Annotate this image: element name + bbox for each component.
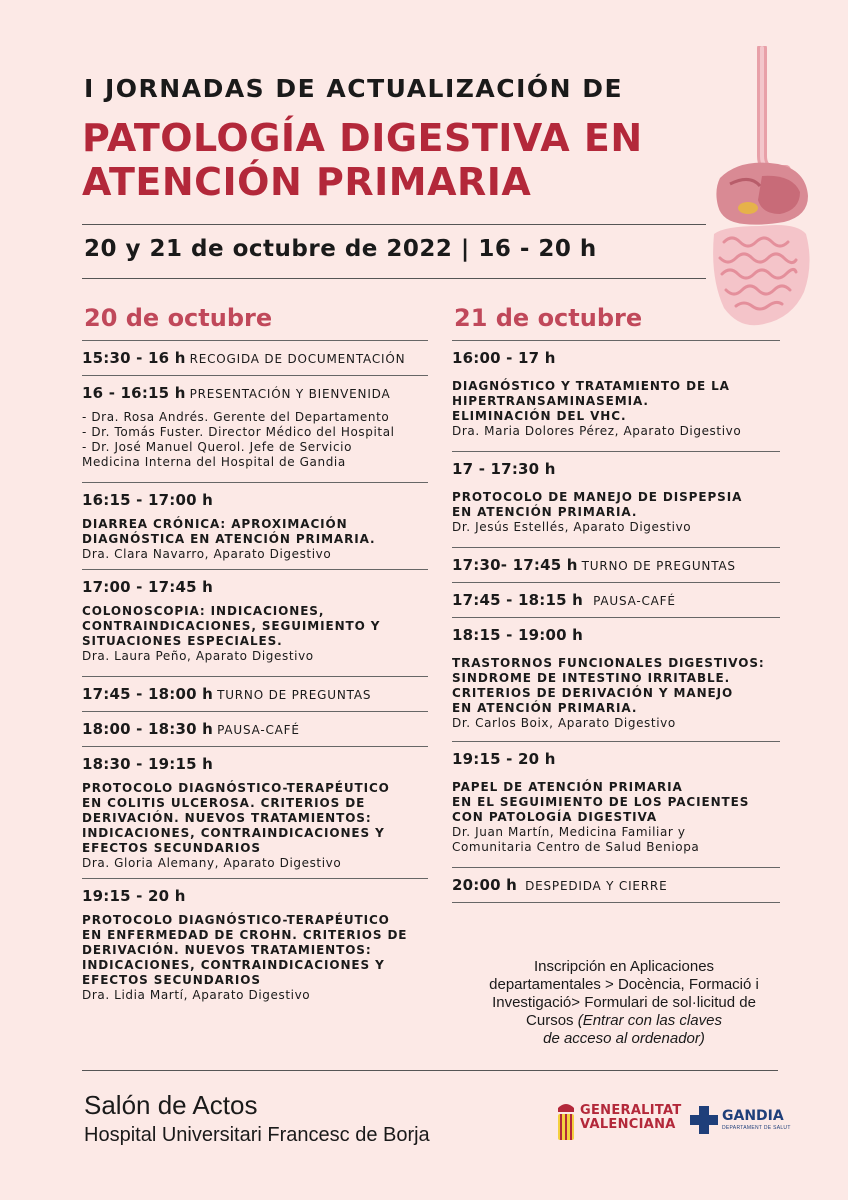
gandia-logo — [690, 1106, 791, 1139]
talk-speaker: Dra. Clara Navarro, Aparato Digestivo — [82, 547, 332, 561]
separator — [82, 569, 428, 570]
registration-info: Inscripción en Aplicaciones departamentales > Docència, Formació i Investigació> Formulari de sol·licitud de Cursos (Entrar con las claves de acceso al ordenador) — [489, 958, 759, 1047]
talk-speaker: Dra. Laura Peño, Aparato Digestivo — [82, 649, 314, 663]
schedule-item — [82, 578, 428, 664]
talk-speaker: Dr. Juan Martín, Medicina Familiar y — [452, 825, 686, 839]
event-title — [82, 116, 643, 204]
item-time: 20:00 h — [452, 876, 518, 894]
logo2-subtitle: DEPARTAMENT DE SALUT — [722, 1125, 791, 1131]
talk-speaker: Dr. Jesús Estellés, Aparato Digestivo — [452, 520, 692, 534]
separator — [452, 451, 780, 452]
digestive-system-icon — [700, 46, 820, 328]
schedule-item — [82, 720, 428, 739]
footer-rule — [82, 1070, 778, 1071]
talk-title: PROTOCOLO DE MANEJO DE DISPEPSIA EN ATENCIÓN PRIMARIA. — [452, 490, 743, 519]
item-inline: TURNO DE PREGUNTAS — [217, 688, 372, 702]
schedule-item — [452, 556, 780, 575]
item-time: 16:00 - 17 h — [452, 349, 556, 367]
talk-speaker: Comunitaria Centro de Salud Beniopa — [452, 840, 700, 854]
day1-heading: 20 de octubre — [84, 304, 273, 332]
item-time: 19:15 - 20 h — [452, 750, 556, 768]
title-line-2: ATENCIÓN PRIMARIA — [82, 160, 532, 204]
separator — [82, 482, 428, 483]
schedule-item — [452, 626, 780, 731]
item-time: 16 - 16:15 h — [82, 384, 186, 402]
schedule-item — [452, 349, 780, 439]
item-time: 19:15 - 20 h — [82, 887, 186, 905]
talk-title: TRASTORNOS FUNCIONALES DIGESTIVOS: SINDROME DE INTESTINO IRRITABLE. CRITERIOS DE DERIVACIÓN Y MANEJO EN ATENCIÓN PRIMARIA. — [452, 656, 765, 715]
item-time: 18:15 - 19:00 h — [452, 626, 584, 644]
event-dates: 20 y 21 de octubre de 2022 | 16 - 20 h — [84, 236, 597, 262]
separator — [452, 617, 780, 618]
separator — [452, 867, 780, 868]
note-line: - Dr. José Manuel Querol. Jefe de Servicio — [82, 440, 353, 454]
schedule-item — [82, 685, 428, 704]
talk-speaker: Dra. Maria Dolores Pérez, Aparato Digestivo — [452, 424, 742, 438]
schedule-item — [82, 349, 428, 368]
separator — [452, 902, 780, 903]
title-line-1: PATOLOGÍA DIGESTIVA EN — [82, 116, 643, 160]
talk-title: COLONOSCOPIA: INDICACIONES, CONTRAINDICACIONES, SEGUIMIENTO Y SITUACIONES ESPECIALES. — [82, 604, 381, 648]
separator — [452, 582, 780, 583]
day2-schedule — [452, 340, 780, 911]
separator — [452, 340, 780, 341]
item-time: 17:00 - 17:45 h — [82, 578, 214, 596]
day1-schedule — [82, 340, 428, 1003]
item-inline: PAUSA-CAFÉ — [217, 723, 300, 737]
day2-heading: 21 de octubre — [454, 304, 643, 332]
schedule-item — [82, 491, 428, 562]
separator — [82, 878, 428, 879]
talk-title: PROTOCOLO DIAGNÓSTICO-TERAPÉUTICO EN ENFERMEDAD DE CROHN. CRITERIOS DE DERIVACIÓN. NUEVOS TRATAMIENTOS: INDICACIONES, CONTRAINDICACIONES Y EFECTOS SECUNDARIOS — [82, 913, 408, 987]
talk-speaker: Dra. Gloria Alemany, Aparato Digestivo — [82, 856, 342, 870]
logo2-text: GANDIA — [722, 1108, 784, 1124]
event-kicker: I JORNADAS DE ACTUALIZACIÓN DE — [84, 74, 624, 103]
logo1-line2: VALENCIANA — [580, 1117, 676, 1132]
item-time: 15:30 - 16 h — [82, 349, 186, 367]
item-time: 17 - 17:30 h — [452, 460, 556, 478]
talk-title: DIARREA CRÓNICA: APROXIMACIÓN DIAGNÓSTICA EN ATENCIÓN PRIMARIA. — [82, 517, 376, 546]
item-time: 17:45 - 18:00 h — [82, 685, 214, 703]
separator — [82, 746, 428, 747]
schedule-item — [452, 460, 780, 535]
separator — [82, 375, 428, 376]
item-time: 17:45 - 18:15 h — [452, 591, 584, 609]
talk-speaker: Dr. Carlos Boix, Aparato Digestivo — [452, 716, 676, 730]
item-time: 18:00 - 18:30 h — [82, 720, 214, 738]
item-inline: DESPEDIDA Y CIERRE — [525, 879, 668, 893]
schedule-item — [452, 750, 780, 855]
separator — [452, 741, 780, 742]
separator — [452, 547, 780, 548]
generalitat-logo — [556, 1100, 682, 1149]
header-rule-top — [82, 224, 706, 225]
header-rule-bottom — [82, 278, 706, 279]
hospital-name: Hospital Universitari Francesc de Borja — [84, 1124, 430, 1146]
item-time: 17:30- 17:45 h — [452, 556, 578, 574]
schedule-item — [82, 755, 428, 871]
talk-title: DIAGNÓSTICO Y TRATAMIENTO DE LA HIPERTRANSAMINASEMIA. ELIMINACIÓN DEL VHC. — [452, 379, 730, 423]
separator — [82, 340, 428, 341]
logo1-line1: GENERALITAT — [580, 1103, 682, 1118]
item-inline: TURNO DE PREGUNTAS — [581, 559, 736, 573]
separator — [82, 711, 428, 712]
schedule-item — [82, 887, 428, 1003]
health-cross-icon — [690, 1106, 718, 1134]
generalitat-emblem-icon — [556, 1100, 576, 1144]
schedule-item — [452, 876, 780, 895]
welcome-speakers — [82, 410, 428, 470]
note-line: Medicina Interna del Hospital de Gandia — [82, 455, 346, 469]
note-line: - Dr. Tomás Fuster. Director Médico del Hospital — [82, 425, 395, 439]
note-line: - Dra. Rosa Andrés. Gerente del Departamento — [82, 410, 390, 424]
item-inline: PRESENTACIÓN Y BIENVENIDA — [189, 387, 391, 401]
separator — [82, 676, 428, 677]
item-time: 18:30 - 19:15 h — [82, 755, 214, 773]
talk-speaker: Dra. Lidia Martí, Aparato Digestivo — [82, 988, 311, 1002]
item-inline: RECOGIDA DE DOCUMENTACIÓN — [189, 352, 406, 366]
talk-title: PAPEL DE ATENCIÓN PRIMARIA EN EL SEGUIMIENTO DE LOS PACIENTES CON PATOLOGÍA DIGESTIVA — [452, 780, 750, 824]
schedule-item — [82, 384, 428, 470]
item-inline: PAUSA-CAFÉ — [593, 594, 676, 608]
talk-title: PROTOCOLO DIAGNÓSTICO-TERAPÉUTICO EN COLITIS ULCEROSA. CRITERIOS DE DERIVACIÓN. NUEVOS TRATAMIENTOS: INDICACIONES, CONTRAINDICACIONES Y EFECTOS SECUNDARIOS — [82, 781, 390, 855]
venue-name: Salón de Actos — [84, 1090, 258, 1120]
item-time: 16:15 - 17:00 h — [82, 491, 214, 509]
schedule-item — [452, 591, 780, 610]
